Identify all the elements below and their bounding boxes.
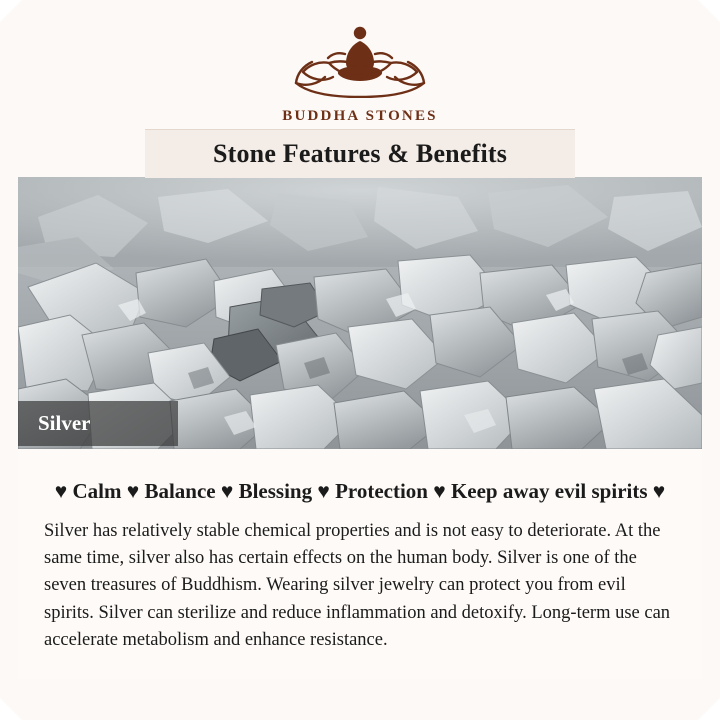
- corner-notch-bottom-left: [0, 698, 22, 720]
- lotus-meditation-icon: [0, 20, 720, 103]
- brand-logo: [0, 20, 720, 125]
- corner-notch-top-right: [698, 0, 720, 22]
- stone-description-panel: [18, 449, 702, 679]
- brand-name: BUDDHA STONES: [282, 108, 438, 124]
- corner-notch-bottom-right: [698, 698, 720, 720]
- page-title: Stone Features & Benefits: [212, 139, 508, 168]
- stone-name: Silver: [38, 411, 91, 435]
- stone-description-text: Silver has relatively stable chemical properties and is not easy to deteriorate. At the same time, silver also has certain effects on the human body. Silver is one of the seven treasures of Buddhism. Wearing silver jewelry can protect you from evil spirits. Silver can sterilize and reduce inflammation and detoxify. Long-term use can accelerate metabolism and enhance resistance.: [44, 521, 671, 650]
- photo-caption-bar: [18, 401, 178, 446]
- section-title-band: [145, 129, 575, 178]
- corner-notch-top-left: [0, 0, 22, 22]
- stone-keywords: ♥ Calm ♥ Balance ♥ Blessing ♥ Protection ♥ Keep away evil spirits ♥: [54, 479, 666, 503]
